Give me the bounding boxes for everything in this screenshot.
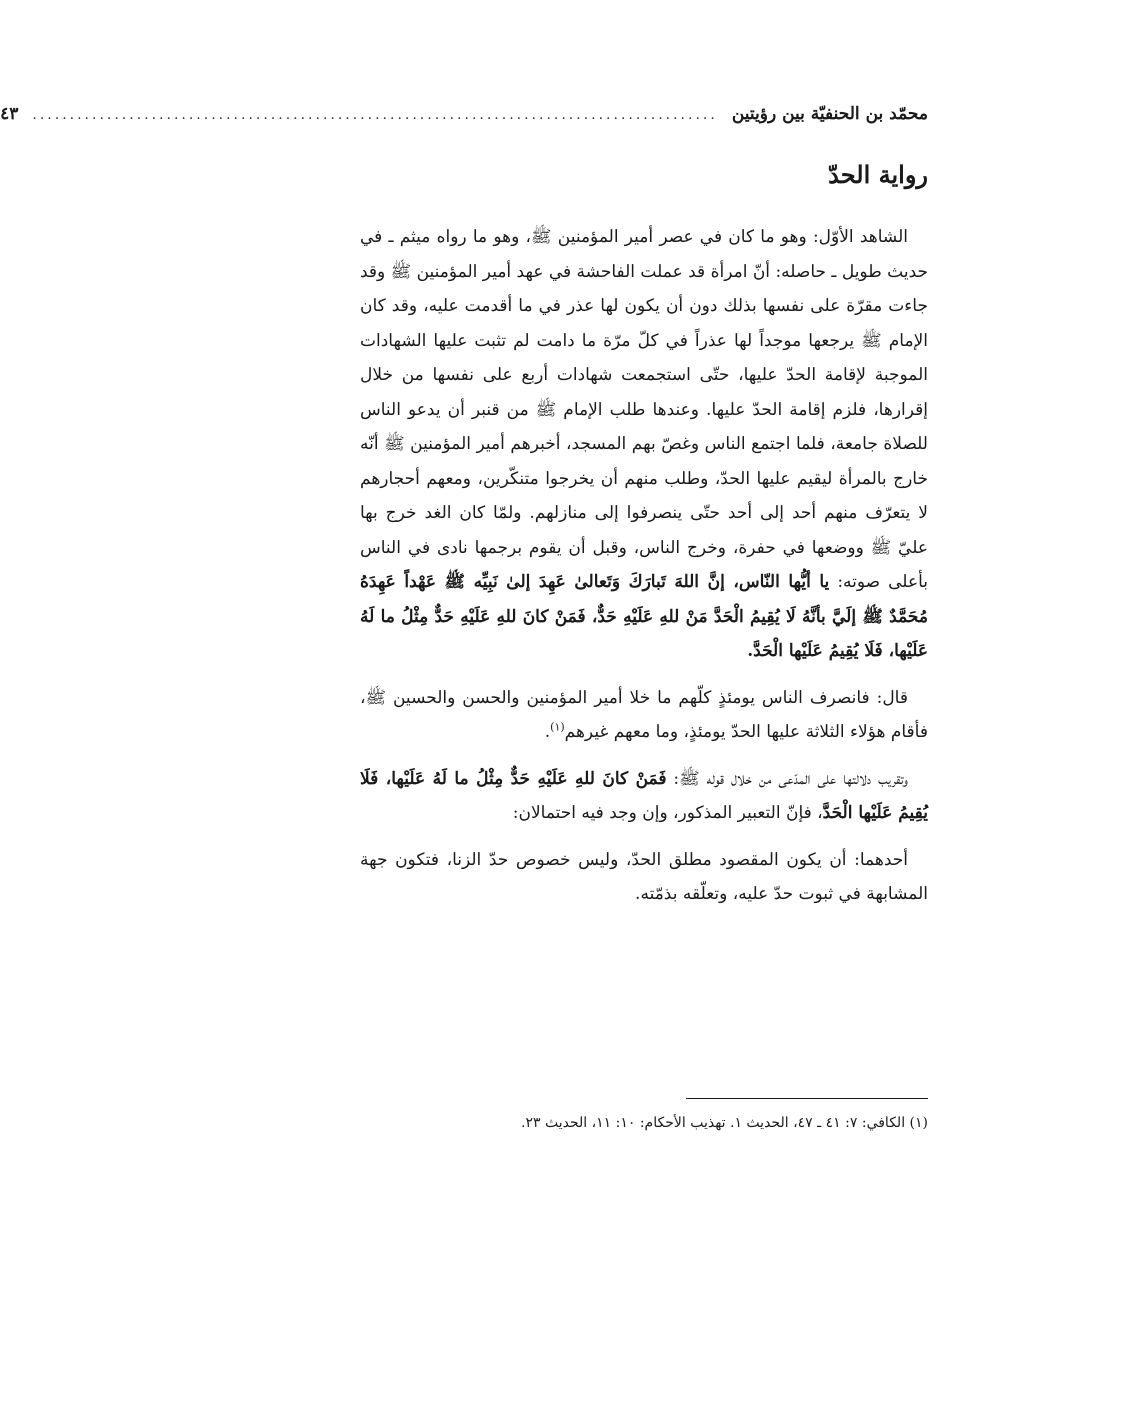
leader-dots: ............................................................................................ (32, 107, 718, 123)
paragraph-2-text: قال: فانصرف الناس يومئذٍ كلّهم ما خلا أمير المؤمنين والحسن والحسين ﷺ، فأقام هؤلاء الثلاثة عليها الحدّ يومئذٍ، وما معهم غيرهم (360, 687, 928, 742)
paragraph-1-text: الشاهد الأوّل: وهو ما كان في عصر أمير المؤمنين ﷺ، وهو ما رواه ميثم ـ في حديث طويل ـ حاصله: أنّ امرأة قد عملت الفاحشة في عهد أمير المؤمنين ﷺ وقد جاءت مقرّة على نفسها بذلك دون أن يكون لها عذر في ما أقدمت عليه، وقد كان الإمام ﷺ يرجعها موجداً لها عذراً في كلّ مرّة ما دامت لم تثبت عليها الشهادات الموجبة لإقامة الحدّ عليها، حتّى استجمعت شهادات أربع على نفسها من خلال إقرارها، فلزم إقامة الحدّ عليها. وعندها طلب الإمام ﷺ من قنبر أن يدعو الناس للصلاة جامعة، فلما اجتمع الناس وغصّ بهم المسجد، أخبرهم أمير المؤمنين ﷺ أنّه خارج بالمرأة ليقيم عليها الحدّ، وطلب منهم أن يخرجوا متنكّرين، ومعهم أحجارهم لا يتعرّف منهم أحد إلى أحد حتّى ينصرفوا إلى منازلهم. ولمّا كان الغد خرج بها عليّ ﷺ ووضعها في حفرة، وخرج الناس، وقبل أن يقوم برجمها نادى في الناس بأعلى صوته: (359, 227, 928, 592)
paragraph-2 (360, 681, 928, 750)
paragraph-1-quote: يا أيُّها النّاس، إنَّ اللهَ تَبارَكَ وَتَعالىٰ عَهِدَ إلىٰ نَبِيِّه ﷺ عَهْداً عَهِدَهُ مُحَمَّدٌ ﷺ إلَيَّ بأنَّهُ لَا يُقِيمُ الْحَدَّ مَنْ للهِ عَلَيْهِ حَدٌّ، فَمَنْ كانَ للهِ عَلَيْهِ حَدٌّ مِثْلُ ما لَهُ عَلَيْها، فَلَا يُقِيمُ عَلَيْها الْحَدَّ. (360, 572, 928, 661)
body-text (360, 220, 928, 924)
footnote-marker[interactable]: (١) (550, 720, 565, 734)
running-header (0, 104, 928, 124)
footnote-separator (686, 1098, 928, 1099)
paragraph-3 (360, 762, 928, 831)
paragraph-4-text: أحدهما: أن يكون المقصود مطلق الحدّ، وليس خصوص حدّ الزنا، فتكون جهة المشابهة في ثبوت حدّ عليه، وتعلّقه بذمّته. (360, 849, 928, 904)
footnote: (١) الكافي: ٧: ٤١ ـ ٤٧، الحديث ١. تهذيب الأحكام: ١٠: ١١، الحديث ٢٣. (521, 1115, 928, 1131)
paragraph-2-end: . (544, 722, 551, 742)
section-title: رواية الحدّ (828, 160, 928, 189)
paragraph-3-end: ، فإنّ التعبير المذكور، وإن وجد فيه احتمالان: (512, 803, 823, 823)
paragraph-3-text: وتقريب دلالتها على المدّعى من خلال قوله ﷺ: (666, 768, 908, 789)
paragraph-3-quote: فَمَنْ كانَ للهِ عَلَيْهِ حَدٌّ مِثْلُ ما لَهُ عَلَيْها، فَلَا يُقِيمُ عَلَيْها الْحَدَّ (360, 768, 928, 823)
paragraph-4 (360, 843, 928, 912)
paragraph-1 (360, 220, 928, 669)
running-title: محمّد بن الحنفيّة بين رؤيتين (731, 104, 928, 124)
page-number: ٤٣ (0, 104, 19, 124)
